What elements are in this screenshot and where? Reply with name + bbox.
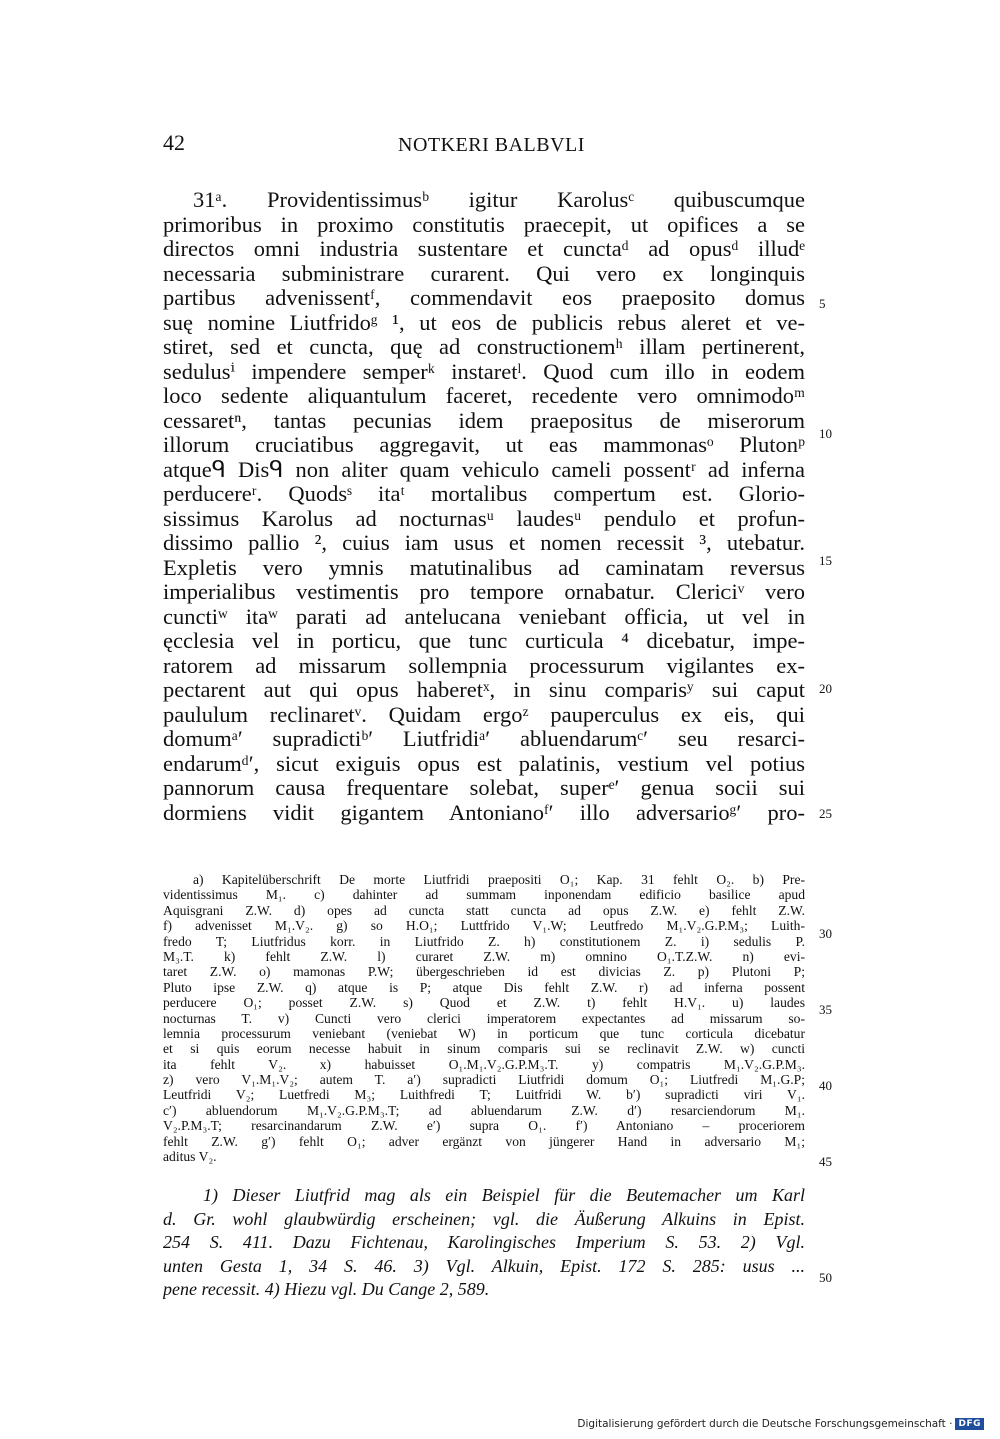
main-text-block [163, 188, 805, 825]
line-number: 35 [819, 1002, 832, 1017]
apparatus-line: Aquisgrani Z.W. d) opes ad cuncta statt cuncta ad opus Z.W. e) fehlt Z.W. [163, 902, 805, 918]
main-text-line: sedulusⁱ impendere semperᵏ instaretˡ. Quod cum illo in eodem [163, 359, 805, 384]
apparatus-line: ita fehlt V₂. x) habuisset O₁.M₁.V₂.G.P.M₃.T. y) compatris M₁.V₂.G.P.M₃. [163, 1056, 805, 1072]
dfg-logo: DFG [955, 1418, 984, 1430]
apparatus-line: c′) abluendorum M₁.V₂.G.P.M₃.T; ad abluendarum Z.W. d′) resarciendorum M₁. [163, 1102, 805, 1118]
main-text-line: necessaria subministrare curarent. Qui vero ex longinquis [163, 261, 805, 286]
main-text-line: endarumᵈ′, sicut exiguis opus est palatinis, vestium vel potius [163, 751, 805, 776]
apparatus-line: videntissimus M₁. c) dahinter ad summam inponendam edificio basilice apud [163, 887, 805, 903]
footnote-line: d. Gr. wohl glaubwürdig erscheinen; vgl. die Äußerung Alkuins in Epist. [163, 1208, 805, 1229]
main-text-line: illorum cruciatibus aggregavit, ut eas mammonasᵒ Plutonᵖ [163, 433, 805, 457]
apparatus-line: z) vero V₁.M₁.V₂; autem T. a′) supradicti Liutfridi domum O₁; Liutfredi M₁.G.P; [163, 1072, 805, 1088]
main-text-line: ęcclesia vel in porticu, que tunc curticula ⁴ dicebatur, impe- [163, 629, 805, 653]
main-text-line: perducereʳ. Quodsˢ itaᵗ mortalibus compertum est. Glorio- [163, 482, 805, 506]
apparatus-line: perducere O₁; posset Z.W. s) Quod et Z.W. t) fehlt H.V₁. u) laudes [163, 995, 805, 1011]
main-text-line: loco sedente aliquantulum faceret, recedente vero omnimodoᵐ [163, 384, 805, 408]
apparatus-line: taret Z.W. o) mamonas P.W; übergeschrieben id est divicias Z. p) Plutoni P; [163, 964, 805, 980]
main-text-line: primoribus in proximo constitutis praecepit, ut opifices a se [163, 212, 805, 237]
apparatus-line: fredo T; Liutfridus korr. in Liutfrido Z. h) constitutionem Z. i) sedulis P. [163, 933, 805, 949]
main-text-line: dormiens vidit gigantem Antonianoᶠ′ illo adversarioᵍ′ pro- [163, 800, 805, 825]
page-number: 42 [163, 130, 185, 155]
main-text-line: stiret, sed et cuncta, quę ad constructionemʰ illam pertinerent, [163, 335, 805, 359]
apparatus-line: Pluto ipse Z.W. q) atque is P; atque Dis fehlt Z.W. r) ad inferna possent [163, 979, 805, 995]
credit-text: Digitalisierung gefördert durch die Deutsche Forschungsgemeinschaft · [577, 1418, 953, 1430]
main-text-line: atqueᑫ Disᑫ non aliter quam vehiculo cameli possentʳ ad inferna [163, 457, 805, 482]
apparatus-line: fehlt Z.W. g′) fehlt O₁; adver ergänzt von jüngerer Hand in adversario M₁; [163, 1133, 805, 1149]
main-text-line: sissimus Karolus ad nocturnasᵘ laudesᵘ pendulo et profun- [163, 506, 805, 531]
apparatus-line: f) advenisset M₁.V₂. g) so H.O₁; Luttfrido V₁.W; Leutfredo M₁.V₂.G.P.M₃; Luith- [163, 918, 805, 934]
critical-apparatus [163, 872, 805, 1164]
running-title: NOTKERI BALBVLI [398, 134, 585, 156]
line-number: 5 [819, 296, 826, 311]
main-text-line: suę nomine Liutfridoᵍ ¹, ut eos de publicis rebus aleret et ve- [163, 310, 805, 335]
apparatus-line: M₃.T. k) fehlt Z.W. l) curaret Z.W. m) omnino O₁.T.Z.W. n) evi- [163, 948, 805, 964]
line-number: 45 [819, 1154, 832, 1169]
apparatus-line: Leutfridi V₂; Luetfredi M₃; Luithfredi T; Luitfridi W. b′) supradicti viri V₁. [163, 1087, 805, 1103]
line-number: 50 [819, 1270, 832, 1285]
main-text-line: dissimo pallio ², cuius iam usus et nomen recessit ³, utebatur. [163, 531, 805, 555]
main-text-line: imperialibus vestimentis pro tempore ornabatur. Cleriᴄiᵛ vero [163, 580, 805, 604]
footnote-line: pene recessit. 4) Hiezu vgl. Du Cange 2, 589. [163, 1279, 490, 1299]
apparatus-line: V₂.P.M₃.T; resarcinandarum Z.W. e′) supra O₁. f′) Antoniano – proceriorem [163, 1118, 805, 1134]
line-number: 20 [819, 681, 832, 696]
main-text-line: 31ᵃ. Providentissimusᵇ igitur Karolusᶜ quibuscumque [193, 188, 805, 212]
line-number: 25 [819, 806, 832, 821]
footnotes [163, 1184, 805, 1302]
main-text-line: pectarent aut qui opus haberetˣ, in sinu comparisʸ sui caput [163, 678, 805, 702]
footnote-line: 254 S. 411. Dazu Fichtenau, Karolingisches Imperium S. 53. 2) Vgl. [163, 1232, 805, 1252]
apparatus-line: aditus V₂. [163, 1149, 217, 1165]
footnote-line: 1) Dieser Liutfrid mag als ein Beispiel für die Beutemacher um Karl [203, 1185, 805, 1205]
line-number: 40 [819, 1078, 832, 1093]
apparatus-line: nocturnas T. v) Cuncti vero clerici imperatorem expectantes ad missarum so- [163, 1010, 805, 1026]
main-text-line: partibus advenissentᶠ, commendavit eos praeposito domus [163, 286, 805, 310]
main-text-line: pannorum causa frequentare solebat, superᵉ′ genua socii sui [163, 776, 805, 800]
line-number: 15 [819, 553, 832, 568]
footnote-line: unten Gesta 1, 34 S. 46. 3) Vgl. Alkuin, Epist. 172 S. 285: usus ... [163, 1255, 805, 1276]
line-number: 10 [819, 426, 832, 441]
apparatus-line: a) Kapitelüberschrift De morte Liutfridi praepositi O₁; Kap. 31 fehlt O₂. b) Pre- [193, 872, 805, 887]
main-text-line: directos omni industria sustentare et cunctaᵈ ad opusᵈ illudᵉ [163, 237, 805, 261]
main-text-line: paululum reclinaretᵛ. Quidam ergoᶻ pauperculus ex eis, qui [163, 702, 805, 727]
main-text-line: domumᵃ′ supradictiᵇ′ Liutfridiᵃ′ abluendarumᶜ′ seu resarci- [163, 727, 805, 751]
main-text-line: ratorem ad missarum sollempnia processurum vigilantes ex- [163, 653, 805, 678]
apparatus-line: lemnia processurum veniebant (veniebat W) in porticum que tunc corticula dicebatur [163, 1025, 805, 1041]
digitization-credit [577, 1418, 984, 1430]
line-number: 30 [819, 926, 832, 941]
main-text-line: cunctiʷ itaʷ parati ad antelucana veniebant officia, ut vel in [163, 604, 805, 629]
main-text-line: Expletis vero ymnis matutinalibus ad caminatam reversus [163, 555, 805, 580]
main-text-line: cessaretⁿ, tantas pecunias idem praepositus de miserorum [163, 408, 805, 433]
apparatus-line: et si quis eorum necesse habuit in sinum comparis sui se reclinavit Z.W. w) cuncti [163, 1041, 805, 1057]
